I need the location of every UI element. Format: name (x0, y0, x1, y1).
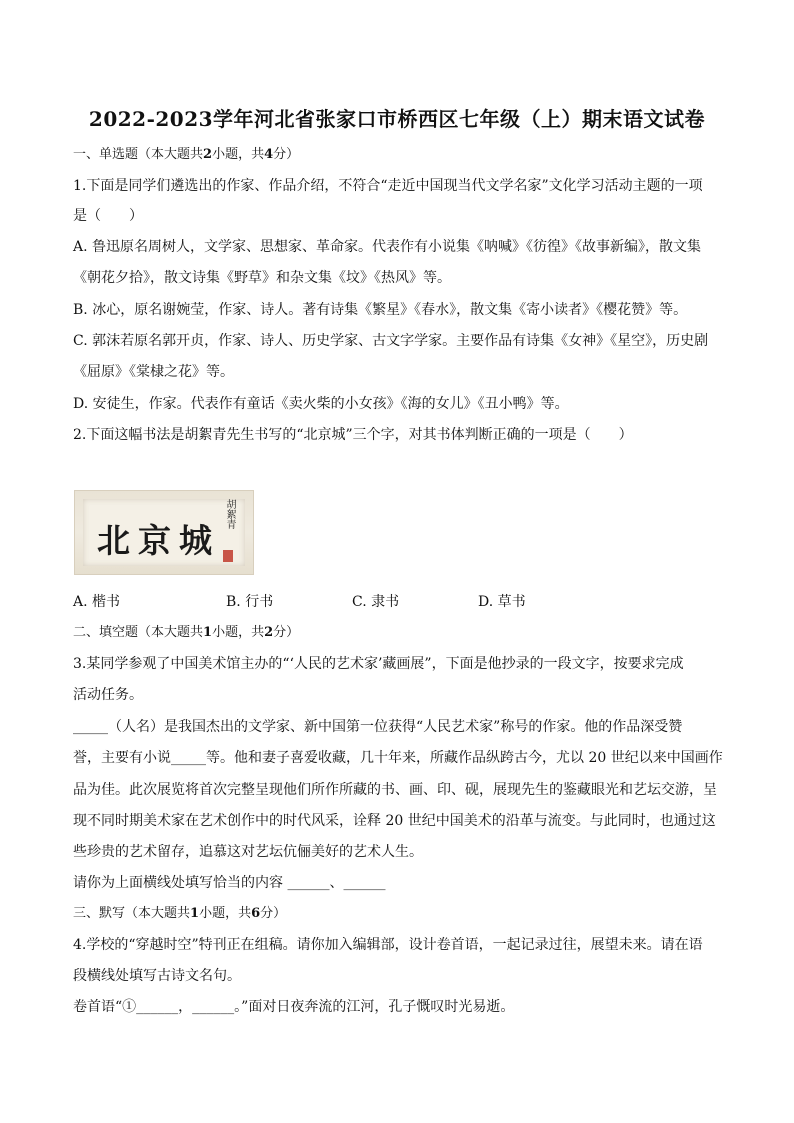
section-suffix: 分） (273, 625, 300, 640)
q2-stem: 2.下面这幅书法是胡絮青先生书写的“北京城”三个字，对其书体判断正确的一项是（ ） (73, 427, 633, 443)
q1-option-b: B. 冰心，原名谢婉莹，作家、诗人。著有诗集《繁星》《春水》，散文集《寄小读者》《樱花赞》等。 (73, 302, 688, 318)
q1-option-d: D. 安徒生，作家。代表作有童话《卖火柴的小女孩》《海的女儿》《丑小鸭》等。 (73, 396, 569, 412)
section-score: 2 (264, 625, 274, 640)
section-suffix: 分） (273, 147, 300, 162)
section-mid: 小题，共 (212, 147, 265, 162)
page-title: 2022-2023学年河北省张家口市桥西区七年级（上）期末语文试卷 (88, 107, 706, 131)
q2-option-d: D. 草书 (478, 594, 526, 610)
q1-option-c-line2: 《屈原》《棠棣之花》等。 (73, 364, 234, 380)
q1-option-a-line2: 《朝花夕拾》，散文诗集《野草》和杂文集《坟》《热风》等。 (73, 270, 451, 286)
section-count: 1 (190, 906, 200, 921)
section-count: 2 (203, 147, 213, 162)
section-prefix: 二、填空题（本大题共 (73, 625, 204, 640)
q3-stem-line1: 3.某同学参观了中国美术馆主办的“‘人民的艺术家’藏画展”，下面是他抄录的一段文字，按要求完成 (73, 656, 684, 672)
q1-option-c-line1: C. 郭沫若原名郭开贞，作家、诗人、历史学家、古文字学家。主要作品有诗集《女神》《星空》，历史剧 (73, 333, 709, 349)
section-mid: 小题，共 (199, 906, 252, 921)
q3-passage-line4: 现不同时期美术家在艺术创作中的时代风采，诠释 20 世纪中国美术的沿革与流变。与此同时，也通过这 (73, 813, 716, 829)
calligraphy-signature: 胡絮青 (224, 499, 235, 529)
q3-answer-prompt: 请你为上面横线处填写恰当的内容 ______、______ (73, 875, 386, 891)
q1-stem-line1: 1.下面是同学们遴选出的作家、作品介绍，不符合“走近中国现当代文学名家”文化学习活动主题的一项 (73, 178, 703, 194)
section-heading-single-choice (73, 145, 723, 165)
q4-stem-line1: 4.学校的“穿越时空”特刊正在组稿。请你加入编辑部，设计卷首语，一起记录过往，展望未来。请在语 (73, 937, 703, 953)
section-score: 6 (251, 906, 261, 921)
section-count: 1 (203, 625, 213, 640)
section-heading-dictation (73, 904, 723, 924)
q1-stem-line2: 是（ ） (73, 208, 143, 224)
section-prefix: 一、单选题（本大题共 (73, 147, 204, 162)
q3-passage-line2: 誉，主要有小说_____等。他和妻子喜爱收藏，几十年来，所藏作品纵跨古今，尤以 20 世纪以来中国画作 (73, 750, 723, 766)
q1-option-a-line1: A. 鲁迅原名周树人，文学家、思想家、革命家。代表作有小说集《呐喊》《彷徨》《故事新编》，散文集 (73, 239, 702, 255)
section-heading-fill-in (73, 623, 723, 643)
section-score: 4 (264, 147, 274, 162)
section-suffix: 分） (260, 906, 287, 921)
q2-option-b: B. 行书 (226, 594, 274, 610)
seal-stamp (223, 550, 233, 562)
q3-passage-line3: 品为佳。此次展览将首次完整呈现他们所作所藏的书、画、印、砚，展现先生的鉴藏眼光和艺坛交游，呈 (73, 782, 717, 798)
q3-passage-line5: 些珍贵的艺术留存，追慕这对艺坛伉俪美好的艺术人生。 (73, 844, 423, 860)
q3-passage-line1: _____（人名）是我国杰出的文学家、新中国第一位获得“人民艺术家”称号的作家。他的作品深受赞 (73, 719, 683, 735)
q4-prompt: 卷首语“①______，______。”面对日夜奔流的江河，孔子慨叹时光易逝。 (73, 999, 515, 1015)
calligraphy-image (74, 490, 254, 575)
q4-stem-line2: 段横线处填写古诗文名句。 (73, 968, 241, 984)
section-prefix: 三、默写（本大题共 (73, 906, 191, 921)
q3-stem-line2: 活动任务。 (73, 687, 143, 703)
q2-option-c: C. 隶书 (352, 594, 400, 610)
section-mid: 小题，共 (212, 625, 265, 640)
calligraphy-text: 北京城 (97, 521, 220, 560)
q2-option-a: A. 楷书 (73, 594, 121, 610)
